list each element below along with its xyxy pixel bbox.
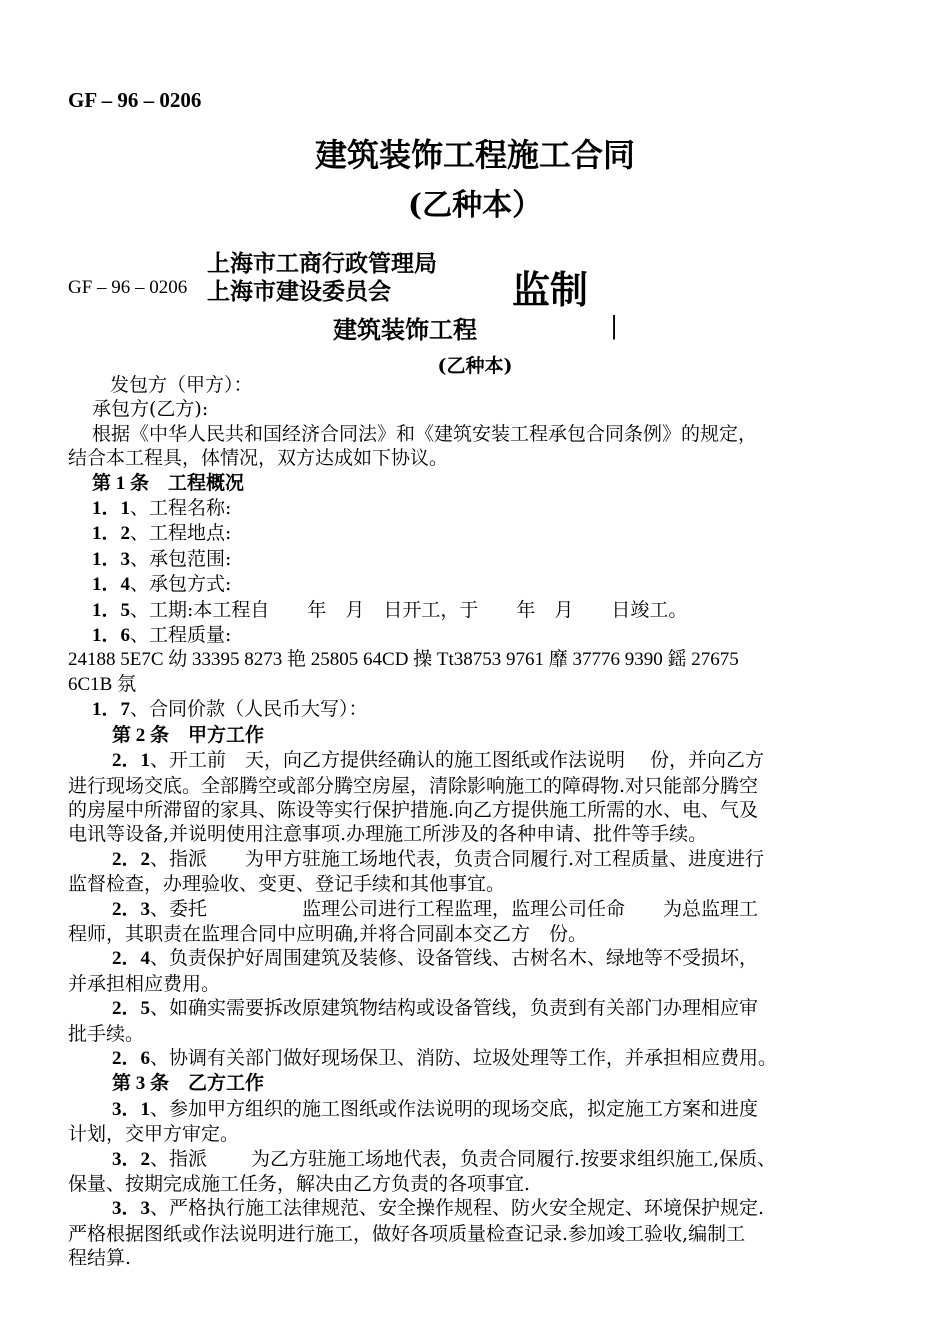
clause-text: 、负责保护好周围建筑及装修、设备管线、古树名木、绿地等不受损坏， — [150, 947, 759, 970]
article-2-heading — [68, 723, 888, 748]
clause-number: 2．2 — [112, 848, 151, 870]
intro-line: 根据《中华人民共和国经济合同法》和《建筑安装工程承包合同条例》的规定， — [92, 422, 758, 445]
clause-line — [68, 748, 888, 773]
clause-text: 、承包范围: — [130, 547, 232, 570]
clause-line — [68, 1097, 888, 1122]
clause-text: 电讯等设备,并说明使用注意事项.办理施工所涉及的各种申请、批件等手续。 — [68, 823, 708, 846]
clause-line — [68, 697, 888, 722]
clause-line — [68, 496, 888, 521]
clause-text: 、开工前 天，向乙方提供经确认的施工图纸或作法说明 份，并向乙方 — [150, 749, 765, 772]
clause-line — [68, 1172, 888, 1196]
clause-text: 并承担相应费用。 — [68, 972, 221, 995]
issuing-org-1: 上海市工商行政管理局 — [207, 250, 437, 277]
cover-mark: | — [610, 312, 619, 340]
contract-subtitle: (乙种本） — [407, 188, 543, 223]
clause-text: 、指派 为甲方驻施工场地代表，负责合同履行.对工程质量、进度进行 — [150, 847, 765, 870]
clause-line — [68, 1122, 888, 1146]
clause-line — [68, 922, 888, 946]
article-title: 工程概况 — [168, 471, 245, 494]
cover-title: 建筑装饰工程 — [333, 315, 477, 344]
clause-text: 的房屋中所滞留的家具、陈设等实行保护措施.向乙方提供施工所需的水、电、气及 — [68, 798, 759, 821]
clause-line — [68, 1022, 888, 1046]
contract-body — [68, 373, 888, 1271]
cover-subtitle: (乙种本) — [437, 355, 513, 377]
clause-number: 1．3 — [92, 548, 131, 570]
contract-title: 建筑装饰工程施工合同 — [314, 136, 635, 174]
clause-text: 、合同价款（人民币大写）： — [130, 698, 368, 721]
clause-text: 、参加甲方组织的施工图纸或作法说明的现场交底，拟定施工方案和进度 — [150, 1097, 759, 1120]
document-code: GF – 96 – 0206 — [68, 88, 202, 112]
clause-text: 程师，其职责在监理合同中应明确,并将合同副本交乙方 份。 — [68, 922, 588, 945]
issuing-org-2: 上海市建设委员会 — [207, 278, 391, 305]
clause-number: 2．1 — [112, 750, 151, 772]
clause-number: 1．1 — [92, 498, 131, 520]
clause-text: 、工程地点: — [130, 522, 232, 545]
noise-line-2: 6C1B 氛 — [68, 673, 137, 695]
noise-line-1: 24188 5E7C 幼 33395 8273 艳 25805 64CD 操 Tt38753 9761 靡 37776 9390 鎐 27675 — [68, 649, 739, 671]
clause-number: 1．4 — [92, 574, 131, 596]
clause-text: 、工程质量: — [130, 624, 232, 647]
clause-number: 3．2 — [112, 1148, 151, 1170]
intro-line-2: 结合本工程具，体情况，双方达成如下协议。 — [68, 447, 449, 470]
clause-line — [68, 1046, 888, 1071]
clause-text: 计划，交甲方审定。 — [68, 1123, 240, 1146]
supervised-label: 监制 — [512, 267, 589, 312]
article-title: 甲方工作 — [188, 723, 265, 746]
article-number: 第 2 条 — [112, 724, 170, 746]
article-title: 乙方工作 — [188, 1072, 265, 1095]
clause-number: 1．7 — [92, 699, 131, 721]
party-a-line: 发包方（甲方）： — [110, 374, 253, 396]
clause-text: 、承包方式: — [130, 573, 232, 596]
clause-text: 、工程名称: — [130, 497, 232, 520]
article-1-heading — [68, 471, 888, 496]
clause-number: 2．4 — [112, 948, 151, 970]
clause-text: 批手续。 — [68, 1022, 145, 1045]
clause-line — [68, 1246, 888, 1270]
clause-line — [68, 1147, 888, 1172]
clause-text: 严格根据图纸或作法说明进行施工，做好各项质量检查记录.参加竣工验收,编制工 — [68, 1222, 746, 1245]
clause-number: 3．3 — [112, 1198, 151, 1220]
cover-code: GF – 96 – 0206 — [68, 277, 188, 298]
clause-line — [68, 798, 888, 822]
clause-text: 、指派 为乙方驻施工场地代表，负责合同履行.按要求组织施工,保质、 — [150, 1147, 777, 1170]
clause-line — [68, 547, 888, 572]
clause-line — [68, 847, 888, 872]
clause-number: 3．1 — [112, 1098, 151, 1120]
clause-number: 2．6 — [112, 1047, 151, 1069]
clause-text: 、委托 监理公司进行工程监理，监理公司任命 为总监理工 — [150, 897, 759, 920]
clause-line — [68, 897, 888, 922]
clause-number: 1．6 — [92, 625, 131, 647]
clause-line — [68, 946, 888, 971]
clause-line — [68, 774, 888, 798]
clause-text: 程结算. — [68, 1247, 132, 1270]
clause-text: 保量、按期完成施工任务，解决由乙方负责的各项事宜. — [68, 1173, 531, 1195]
clause-line — [68, 972, 888, 996]
article-number: 第 3 条 — [112, 1073, 170, 1095]
clause-line — [68, 521, 888, 546]
article-number: 第 1 条 — [92, 472, 150, 494]
article-3-heading — [68, 1071, 888, 1096]
clause-number: 1．5 — [92, 599, 131, 621]
party-b-line: 承包方(乙方): — [92, 398, 209, 421]
clause-text: 监督检查，办理验收、变更、登记手续和其他事宜。 — [68, 873, 506, 896]
clause-line — [68, 572, 888, 597]
clause-line — [68, 1196, 888, 1221]
clause-line — [68, 822, 888, 846]
clause-line — [68, 623, 888, 648]
clause-number: 2．3 — [112, 898, 151, 920]
clause-number: 1．2 — [92, 523, 131, 545]
clause-text: 、工期:本工程自 年 月 日开工，于 年 月 日竣工。 — [130, 598, 688, 621]
clause-line — [68, 598, 888, 623]
clause-text: 、如确实需要拆改原建筑物结构或设备管线，负责到有关部门办理相应审 — [150, 997, 759, 1020]
clause-text: 进行现场交底。全部腾空或部分腾空房屋，清除影响施工的障碍物.对只能部分腾空 — [68, 774, 759, 797]
clause-text: 、协调有关部门做好现场保卫、消防、垃圾处理等工作，并承担相应费用。 — [150, 1046, 778, 1069]
clause-line — [68, 996, 888, 1021]
clause-line — [68, 1222, 888, 1246]
clause-line — [68, 872, 888, 896]
clause-number: 2．5 — [112, 998, 151, 1020]
clause-text: 、严格执行施工法律规范、安全操作规程、防火安全规定、环境保护规定. — [150, 1197, 765, 1220]
